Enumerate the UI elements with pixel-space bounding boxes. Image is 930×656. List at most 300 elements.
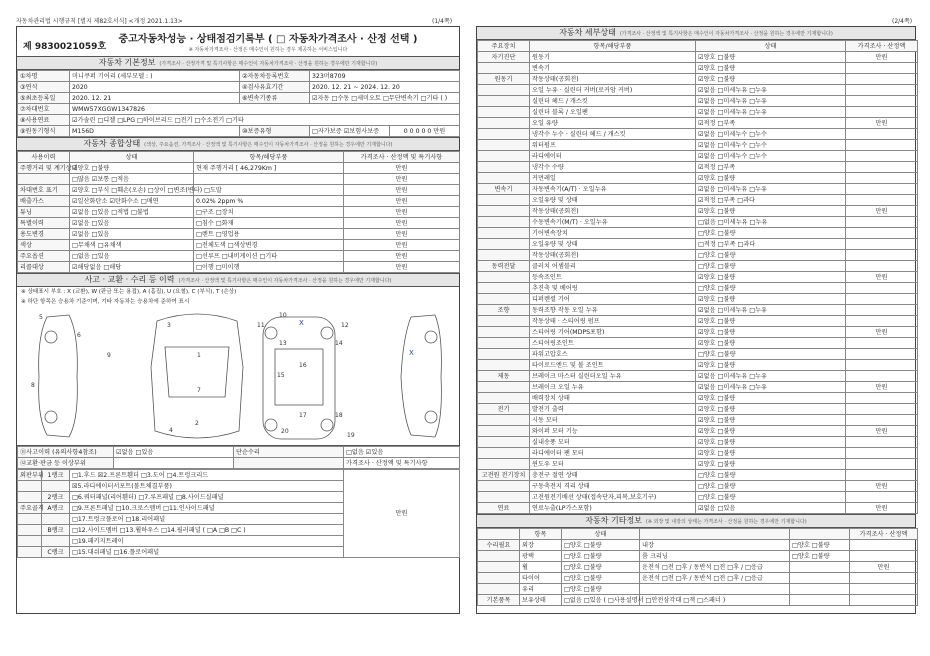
car-right-side-view	[401, 315, 441, 437]
item-status: ☑없음 □있음	[70, 218, 194, 229]
section-title: 자동차 세부상태	[559, 28, 616, 37]
device-group	[478, 129, 530, 140]
item-detail: □침수 □화재	[194, 218, 344, 229]
device-price	[846, 85, 918, 96]
device-item: 동력조향 작동 오일 누유	[530, 305, 696, 316]
other-price	[850, 573, 918, 584]
parts-table	[17, 469, 460, 558]
device-group: 변속기	[478, 184, 530, 195]
device-item: 라디에이터 팬 모터	[530, 448, 696, 459]
car-diagram-svg	[17, 307, 461, 445]
accident-label	[234, 458, 344, 469]
other-item: 룸 크리닝	[640, 551, 790, 562]
detail-row	[478, 404, 918, 415]
part-rank: B랭크	[42, 525, 70, 536]
column-header: 가격조사 · 산정액 및 특기사항	[344, 152, 460, 163]
part-items: □6.쿼터패널(리어휀더) □7.루프패널 □8.사이드실패널	[70, 492, 344, 503]
item-label: 차대번호 표기	[18, 185, 70, 196]
item-detail: □렌트 □영업용	[194, 229, 344, 240]
device-item: 연료누출(LP가스포함)	[530, 503, 696, 514]
column-header: 항목/해당부품	[194, 152, 344, 163]
diagram-part-number: 8	[31, 382, 35, 389]
basic-info-row	[18, 93, 460, 104]
part-items: □1.후드 ☒2.프론트휀더 □3.도어 □4.트렁크리드	[70, 470, 344, 481]
detail-section	[477, 27, 915, 40]
device-price	[846, 492, 918, 503]
item-status: ☑일산화탄소 ☑탄화수소 □매연	[70, 196, 194, 207]
accident-label: 단순수리	[234, 447, 344, 458]
detail-row	[478, 305, 918, 316]
device-group	[478, 481, 530, 492]
detail-row	[478, 382, 918, 393]
detail-row	[478, 492, 918, 503]
device-group	[478, 151, 530, 162]
detail-row	[478, 173, 918, 184]
device-status: □양호 □불량	[696, 261, 846, 272]
device-group	[478, 382, 530, 393]
device-item: 작동상태(공회전)	[530, 74, 696, 85]
other-status: □양호 □불량	[562, 584, 640, 595]
other-status	[790, 584, 850, 595]
device-group	[478, 437, 530, 448]
field-label: ⑨원동기형식	[18, 126, 70, 137]
device-status: ☑양호 □불량	[696, 63, 846, 74]
page1-number: (1/4쪽)	[432, 18, 453, 25]
device-status: ☑양호 □불량	[696, 459, 846, 470]
device-status: ☑없음 □미세누유 □누유	[696, 371, 846, 382]
column-header: 주요장치	[478, 41, 530, 52]
field-label: ⑥변속기종류	[240, 93, 310, 104]
other-status: □양호 □불량	[790, 551, 850, 562]
device-group: 동력전달	[478, 261, 530, 272]
device-group	[478, 393, 530, 404]
device-status: ☑양호 □불량	[696, 316, 846, 327]
page-1	[16, 26, 460, 614]
device-item: 오일유량 및 상태	[530, 239, 696, 250]
detail-row	[478, 481, 918, 492]
device-item: 수동변속기(M/T) · 오일누유	[530, 217, 696, 228]
part-items: □17.트렁크플로어 □18.리어패널	[70, 514, 344, 525]
part-rank	[42, 536, 70, 547]
accident-row	[18, 458, 460, 469]
other-status: □양호 □불량	[562, 551, 640, 562]
device-item: 등속조인트	[530, 272, 696, 283]
accident-label: ⑪사고이력 (유의사항4참조)	[18, 447, 114, 458]
diagram-part-number: 1	[197, 352, 201, 359]
part-group	[18, 492, 42, 503]
part-items: □15.대쉬패널 □16.플로어패널	[70, 547, 344, 558]
device-group	[478, 195, 530, 206]
device-group: 고전원 전기장치	[478, 470, 530, 481]
other-group: 수리필요	[478, 540, 520, 551]
device-status: ☑양호 □불량	[696, 448, 846, 459]
device-status: ☑없음 □미세누유 □누유	[696, 107, 846, 118]
device-item: 윈도우 모터	[530, 459, 696, 470]
device-item: 오일 누유 · 실린더 커버(로커암 커버)	[530, 85, 696, 96]
section-title: 자동차 종합상태	[83, 139, 141, 148]
device-item: 타이로드엔드 및 볼 조인트	[530, 360, 696, 371]
other-status: □양호 □불량	[790, 540, 850, 551]
item-label	[18, 174, 70, 185]
section-title: 자동차 기본정보	[98, 58, 156, 67]
device-group	[478, 272, 530, 283]
device-item: 스티어링조인트	[530, 338, 696, 349]
device-group	[478, 459, 530, 470]
basic-info-row	[18, 82, 460, 93]
other-status	[790, 562, 850, 573]
item-label: 색상	[18, 240, 70, 251]
device-status: □없음 □미세누유 □누유	[696, 217, 846, 228]
device-status: ☑양호 □불량	[696, 173, 846, 184]
diagram-part-number: 15	[277, 372, 285, 379]
device-group	[478, 96, 530, 107]
device-group	[478, 118, 530, 129]
device-status: ☑양호 □불량	[696, 415, 846, 426]
summary-row	[18, 196, 460, 207]
detail-row	[478, 371, 918, 382]
diagram-part-number: 13	[279, 340, 287, 347]
device-price	[846, 404, 918, 415]
device-item: 작동상태 · 스티어링 펌프	[530, 316, 696, 327]
detail-row	[478, 195, 918, 206]
other-item: 휠	[520, 562, 562, 573]
item-status: □없음 □있음	[70, 251, 194, 262]
item-price: 만원	[344, 196, 460, 207]
parts-row	[18, 470, 460, 481]
diagram-part-number: 2	[195, 420, 199, 427]
other-price	[850, 584, 918, 595]
accident-row	[18, 447, 460, 458]
price-value: 0 0 0 0 0 만원	[390, 126, 460, 137]
device-group	[478, 426, 530, 437]
part-rank: A랭크	[42, 503, 70, 514]
field-label: ⑦차대번호	[18, 104, 70, 115]
device-item: 디퍼렌셜 기어	[530, 294, 696, 305]
diagram-part-number: 5	[39, 314, 43, 321]
diagram-part-number: 12	[341, 322, 349, 329]
device-price	[846, 316, 918, 327]
field-label: ③연식	[18, 82, 70, 93]
other-item: 외장	[520, 540, 562, 551]
device-group	[478, 294, 530, 305]
device-item: 브레이크 마스터 실린더오일 누유	[530, 371, 696, 382]
detail-row	[478, 470, 918, 481]
other-item: 유리	[520, 584, 562, 595]
summary-row	[18, 262, 460, 273]
diagram-part-number: 9	[107, 352, 111, 359]
device-item: 오일 유량	[530, 118, 696, 129]
field-value: M156D	[70, 126, 240, 137]
part-group	[18, 525, 42, 536]
device-status: ☑없음 □미세누수 □누수	[696, 129, 846, 140]
device-price	[846, 195, 918, 206]
page2-number: (2/4쪽)	[892, 18, 913, 25]
part-items: □19.패키지트레이	[70, 536, 344, 547]
detail-row	[478, 250, 918, 261]
device-status: ☑양호 □불량	[696, 272, 846, 283]
device-item: 추진축 및 베어링	[530, 283, 696, 294]
device-item: 오일유량 및 상태	[530, 195, 696, 206]
accident-status: □없음 ☑있음	[344, 447, 460, 458]
form-header: 자동차관리법 시행규칙 [별지 제82호서식] <개정 2021.1.13>	[16, 18, 183, 25]
accident-status: 가격조사 · 산정액 및 특기사항	[344, 458, 460, 469]
device-status: ☑양호 □불량	[696, 426, 846, 437]
other-status: □양호 □불량	[562, 562, 640, 573]
accident-status	[114, 458, 234, 469]
part-group: 외판부위	[18, 470, 42, 481]
column-header	[640, 529, 790, 540]
item-status: □무채색 □유채색	[70, 240, 194, 251]
device-item: 냉각수 누수 · 실린더 헤드 / 개스킷	[530, 129, 696, 140]
device-status: ☑양호 □불량	[696, 294, 846, 305]
item-price: 만원	[344, 174, 460, 185]
field-value: 2020. 12. 21	[70, 93, 240, 104]
item-price: 만원	[344, 163, 460, 174]
detail-table	[477, 40, 918, 514]
summary-row	[18, 240, 460, 251]
device-group	[478, 228, 530, 239]
other-item: 타이어	[520, 573, 562, 584]
device-price: 만원	[846, 118, 918, 129]
detail-row	[478, 316, 918, 327]
device-price: 만원	[846, 272, 918, 283]
part-group	[18, 536, 42, 547]
device-group	[478, 85, 530, 96]
other-group	[478, 551, 520, 562]
other-row	[478, 562, 918, 573]
device-status: ☑없음 □미세누수 □누수	[696, 151, 846, 162]
other-price	[850, 551, 918, 562]
device-price	[846, 250, 918, 261]
device-status: □양호 □불량	[696, 283, 846, 294]
item-detail	[194, 174, 344, 185]
device-price	[846, 74, 918, 85]
other-status: □양호 □불량	[562, 573, 640, 584]
other-item: 광택	[520, 551, 562, 562]
device-group	[478, 492, 530, 503]
device-status: □양호 □불량	[696, 492, 846, 503]
summary-row	[18, 207, 460, 218]
item-price: 만원	[344, 262, 460, 273]
device-status: □적정 □부족 □과다	[696, 239, 846, 250]
summary-row	[18, 229, 460, 240]
summary-row	[18, 174, 460, 185]
device-group	[478, 239, 530, 250]
other-item: 운전석 □전 □후 / 동반석 □전 □후 / □응급	[640, 573, 790, 584]
device-item: 작동상태(공회전)	[530, 250, 696, 261]
detail-row	[478, 96, 918, 107]
detail-row	[478, 393, 918, 404]
device-price	[846, 349, 918, 360]
detail-row	[478, 426, 918, 437]
device-price	[846, 261, 918, 272]
device-group	[478, 140, 530, 151]
other-item: 내장	[640, 540, 790, 551]
device-price	[846, 151, 918, 162]
device-status: ☑양호 □불량	[696, 74, 846, 85]
device-item: 기어변속장치	[530, 228, 696, 239]
detail-row	[478, 327, 918, 338]
other-row	[478, 573, 918, 584]
device-item: 시동 모터	[530, 415, 696, 426]
item-detail: 0.02% 2ppm %	[194, 196, 344, 207]
device-status: ☑없음 □미세누유 □누유	[696, 382, 846, 393]
section-note: (가격조사 · 산정액 및 특기사항은 매수인이 자동차가격조사 · 산정을 원하는 경우에만 기재합니다)	[178, 278, 392, 284]
part-rank	[42, 514, 70, 525]
detail-row	[478, 85, 918, 96]
section-note: (※ 외장 및 내장의 상태는 가격조사 · 산정을 원하는 경우에만 기재합니다)	[645, 519, 807, 525]
device-price	[846, 470, 918, 481]
device-group	[478, 349, 530, 360]
detail-row	[478, 118, 918, 129]
device-status: □양호 □불량	[696, 481, 846, 492]
item-status: □많음 ☑보통 □적음	[70, 174, 194, 185]
summary-table	[17, 151, 460, 273]
device-status: ☑양호 □불량	[696, 206, 846, 217]
device-status: ☑적정 □부족 □과다	[696, 195, 846, 206]
device-status: ☑양호 □불량	[696, 437, 846, 448]
item-label: 특별이력	[18, 218, 70, 229]
item-price: 만원	[344, 218, 460, 229]
item-detail: 현재 주행거리 [ 46,279Km ]	[194, 163, 344, 174]
other-row	[478, 584, 918, 595]
other-item	[640, 584, 790, 595]
device-status: ☑적정 □부족	[696, 162, 846, 173]
device-group	[478, 162, 530, 173]
part-price: 만원	[344, 470, 460, 558]
detail-row	[478, 261, 918, 272]
device-item: 스티어링 기어(MDPS포함)	[530, 327, 696, 338]
device-price	[846, 140, 918, 151]
summary-row	[18, 185, 460, 196]
device-price	[846, 415, 918, 426]
device-price	[846, 96, 918, 107]
item-detail: □선루프 □내비게이션 □기타	[194, 251, 344, 262]
item-status: ☑양호 □불량	[70, 163, 194, 174]
device-price	[846, 228, 918, 239]
damage-mark-exchange: X	[299, 319, 304, 327]
device-item: 실린더 블록 / 오일팬	[530, 107, 696, 118]
other-price	[850, 540, 918, 551]
device-price	[846, 239, 918, 250]
basic-info-row	[18, 115, 460, 126]
device-item: 냉각수 수량	[530, 162, 696, 173]
diagram-part-number: 18	[335, 412, 343, 419]
item-status: ☑없음 □있음 □적법 □불법	[70, 207, 194, 218]
car-frame-view	[263, 317, 335, 439]
detail-row	[478, 239, 918, 250]
detail-row	[478, 162, 918, 173]
item-detail: □이행 □미이행	[194, 262, 344, 273]
device-item: 워터펌프	[530, 140, 696, 151]
detail-row	[478, 129, 918, 140]
item-label: 용도변경	[18, 229, 70, 240]
detail-row	[478, 338, 918, 349]
detail-row	[478, 184, 918, 195]
other-item: 운전석 □전 □후 / 동반석 □전 □후 / □응급	[640, 562, 790, 573]
item-status: ☑해당없음 □해당	[70, 262, 194, 273]
part-group	[18, 481, 42, 492]
part-rank: 2랭크	[42, 492, 70, 503]
device-group	[478, 327, 530, 338]
item-label: 튜닝	[18, 207, 70, 218]
item-price: 만원	[344, 207, 460, 218]
detail-row	[478, 151, 918, 162]
basic-info-row	[18, 126, 460, 137]
part-rank: 1랭크	[42, 470, 70, 481]
diagram-part-number: 19	[347, 432, 355, 439]
device-group	[478, 217, 530, 228]
detail-row	[478, 217, 918, 228]
device-item: 커먼레일	[530, 173, 696, 184]
other-group	[478, 573, 520, 584]
field-label: ⑩보증유형	[240, 126, 310, 137]
detail-row	[478, 437, 918, 448]
column-header: 가격조사 · 산정액	[850, 529, 918, 540]
device-group	[478, 250, 530, 261]
item-label: 배출가스	[18, 196, 70, 207]
item-price: 만원	[344, 229, 460, 240]
device-item: 실린더 헤드 / 개스킷	[530, 96, 696, 107]
detail-row	[478, 206, 918, 217]
device-item: 클러치 어셈블리	[530, 261, 696, 272]
other-group: 기본품목	[478, 595, 520, 606]
diagram-part-number: 17	[299, 412, 307, 419]
device-price	[846, 107, 918, 118]
field-value: 미니쿠퍼 기어리 (세부모델 : )	[70, 71, 240, 82]
basic-info-row	[18, 104, 460, 115]
section-note: (색상, 주요옵션, 가격조사 · 산정액 및 특기사항은 매수인이 자동차가격조사 · 산정을 원하는 경우에만 기재합니다)	[144, 142, 393, 148]
detail-row	[478, 272, 918, 283]
diagram-part-number: 7	[197, 387, 201, 394]
diagram-part-number: 20	[281, 428, 289, 435]
basic-info-section	[17, 56, 459, 70]
detail-row	[478, 228, 918, 239]
other-group	[478, 584, 520, 595]
field-value: 2020. 12. 21 ~ 2024. 12. 20	[310, 82, 460, 93]
item-price: 만원	[344, 240, 460, 251]
summary-row	[18, 163, 460, 174]
diagram-part-number: 4	[169, 427, 173, 434]
other-section	[477, 514, 915, 528]
field-label: ①차명	[18, 71, 70, 82]
device-item: 구동축전지 격리 상태	[530, 481, 696, 492]
item-price: 만원	[344, 251, 460, 262]
item-detail: □전체도색 □색상변경	[194, 240, 344, 251]
detail-row	[478, 74, 918, 85]
device-status: ☑없음 □있음	[696, 503, 846, 514]
device-price	[846, 294, 918, 305]
device-status: ☑없음 □미세누유 □누유	[696, 96, 846, 107]
device-price	[846, 448, 918, 459]
device-status: □양호 □불량	[696, 250, 846, 261]
device-group	[478, 448, 530, 459]
device-group	[478, 173, 530, 184]
device-item: 작동상태(공회전)	[530, 206, 696, 217]
device-group: 자기진단	[478, 52, 530, 63]
field-value: WMW57XGGW1347826	[70, 104, 460, 115]
device-group	[478, 206, 530, 217]
other-price: 만원	[850, 562, 918, 573]
device-status: □양호 □불량	[696, 349, 846, 360]
device-price	[846, 129, 918, 140]
device-group	[478, 283, 530, 294]
diagram-part-number: 14	[335, 340, 343, 347]
detail-row	[478, 360, 918, 371]
other-price	[850, 595, 918, 606]
device-price	[846, 371, 918, 382]
car-left-side-view	[39, 315, 78, 437]
